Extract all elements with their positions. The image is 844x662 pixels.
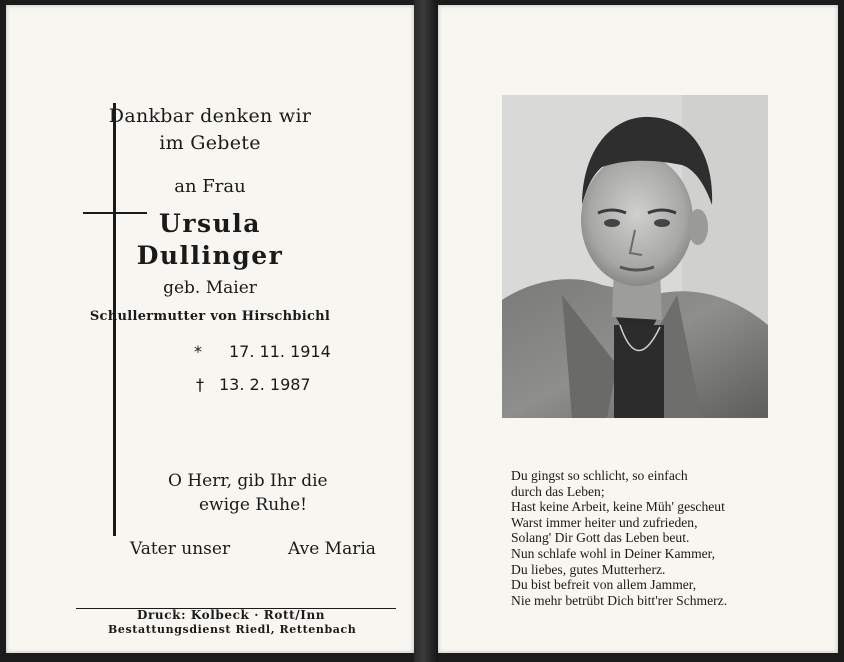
poem-line: Nie mehr betrübt Dich bitt'rer Schmerz.	[511, 592, 728, 608]
birth-symbol: *	[194, 342, 202, 361]
portrait-photo	[502, 95, 768, 418]
prayer-line-2: ewige Ruhe!	[199, 495, 307, 515]
prayer-ave-maria: Ave Maria	[288, 539, 376, 559]
footer-line-2: Bestattungsdienst Riedl, Rettenbach	[108, 623, 357, 636]
prayer-line-1: O Herr, gib Ihr die	[168, 471, 328, 491]
death-date: 13. 2. 1987	[219, 375, 311, 394]
poem-line: Solang' Dir Gott das Leben beut.	[511, 530, 690, 546]
last-name: Dullinger	[136, 241, 284, 270]
maiden-name: geb. Maier	[163, 278, 257, 298]
poem-line: Warst immer heiter und zufrieden,	[511, 514, 698, 530]
right-card	[438, 5, 838, 653]
poem	[511, 468, 727, 608]
poem-line: Nun schlafe wohl in Deiner Kammer,	[511, 545, 716, 561]
title-line: Schullermutter von Hirschbichl	[89, 309, 331, 324]
prayer-vater-unser: Vater unser	[130, 539, 231, 559]
card-fold	[414, 0, 438, 662]
portrait-illustration	[502, 95, 768, 418]
left-card	[6, 5, 414, 653]
dedication-line-3: an Frau	[174, 176, 246, 197]
poem-line: Hast keine Arbeit, keine Müh' gescheut	[511, 499, 725, 515]
poem-line: Du bist befreit von allem Jammer,	[511, 577, 697, 593]
footer-line-1: Druck: Kolbeck · Rott/Inn	[137, 608, 326, 622]
death-symbol: †	[196, 375, 204, 394]
poem-line: Du gingst so schlicht, so einfach	[511, 468, 688, 483]
dedication-line-2: im Gebete	[159, 132, 261, 154]
first-name: Ursula	[159, 209, 261, 238]
poem-line: durch das Leben;	[511, 483, 605, 499]
dedication-line-1: Dankbar denken wir	[108, 105, 312, 127]
birth-date: 17. 11. 1914	[229, 342, 331, 361]
poem-line: Du liebes, gutes Mutterherz.	[511, 561, 666, 577]
